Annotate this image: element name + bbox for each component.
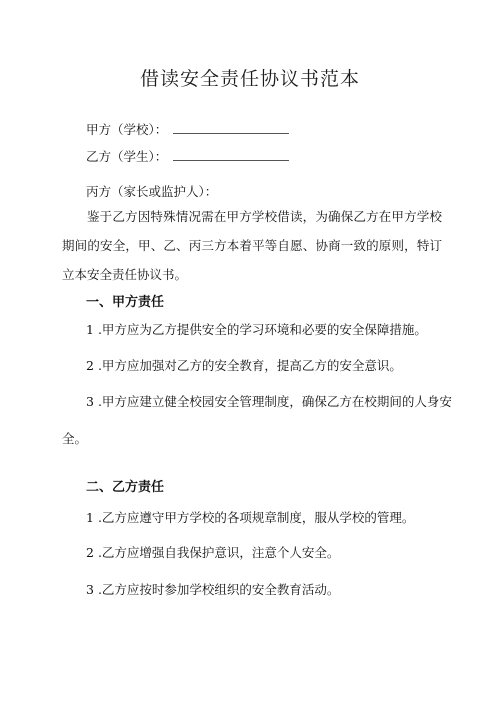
- item-number: 3: [86, 582, 94, 597]
- item-number: 3: [86, 394, 94, 409]
- section-1-item-3: [86, 392, 452, 410]
- section-1-item-2: [86, 356, 402, 374]
- intro-paragraph: 鉴于乙方因特殊情况需在甲方学校借读，为确保乙方在甲方学校期间的安全，甲、乙、丙三方本着平等自愿、协商一致的原则，特订立本安全责任协议书。: [62, 209, 442, 282]
- party-a-blank: [173, 123, 289, 134]
- document-title: 借读安全责任协议书范本: [139, 68, 360, 90]
- section-2-item-3: [86, 580, 339, 598]
- item-text: .甲方应建立健全校园安全管理制度，确保乙方在校期间的人身安: [97, 394, 452, 409]
- item-number: 1: [86, 322, 94, 337]
- section-2-item-2: [86, 543, 339, 561]
- party-a-label: 甲方（学校）：: [86, 122, 168, 137]
- party-c-label: 丙方（家长或监护人）：: [86, 184, 218, 199]
- party-b-line: [86, 147, 289, 165]
- party-a-line: [86, 120, 289, 138]
- section-1-item-3-continued: 全。: [62, 431, 88, 446]
- party-b-blank: [173, 150, 289, 161]
- item-number: 2: [86, 358, 94, 373]
- party-b-label: 乙方（学生）：: [86, 149, 168, 164]
- section-2-item-1: [86, 508, 414, 526]
- item-text: .甲方应为乙方提供安全的学习环境和必要的安全保障措施。: [97, 322, 427, 337]
- section-2-heading: 二、乙方责任: [86, 480, 165, 495]
- item-number: 2: [86, 545, 94, 560]
- item-text: .乙方应遵守甲方学校的各项规章制度，服从学校的管理。: [97, 510, 415, 525]
- item-text: .甲方应加强对乙方的安全教育，提高乙方的安全意识。: [97, 358, 402, 373]
- item-text: .乙方应增强自我保护意识，注意个人安全。: [97, 545, 340, 560]
- item-text: .乙方应按时参加学校组织的安全教育活动。: [97, 582, 340, 597]
- party-c-line: [86, 182, 217, 200]
- section-1-item-1: [86, 320, 427, 338]
- item-number: 1: [86, 510, 94, 525]
- section-1-heading: 一、甲方责任: [86, 295, 165, 310]
